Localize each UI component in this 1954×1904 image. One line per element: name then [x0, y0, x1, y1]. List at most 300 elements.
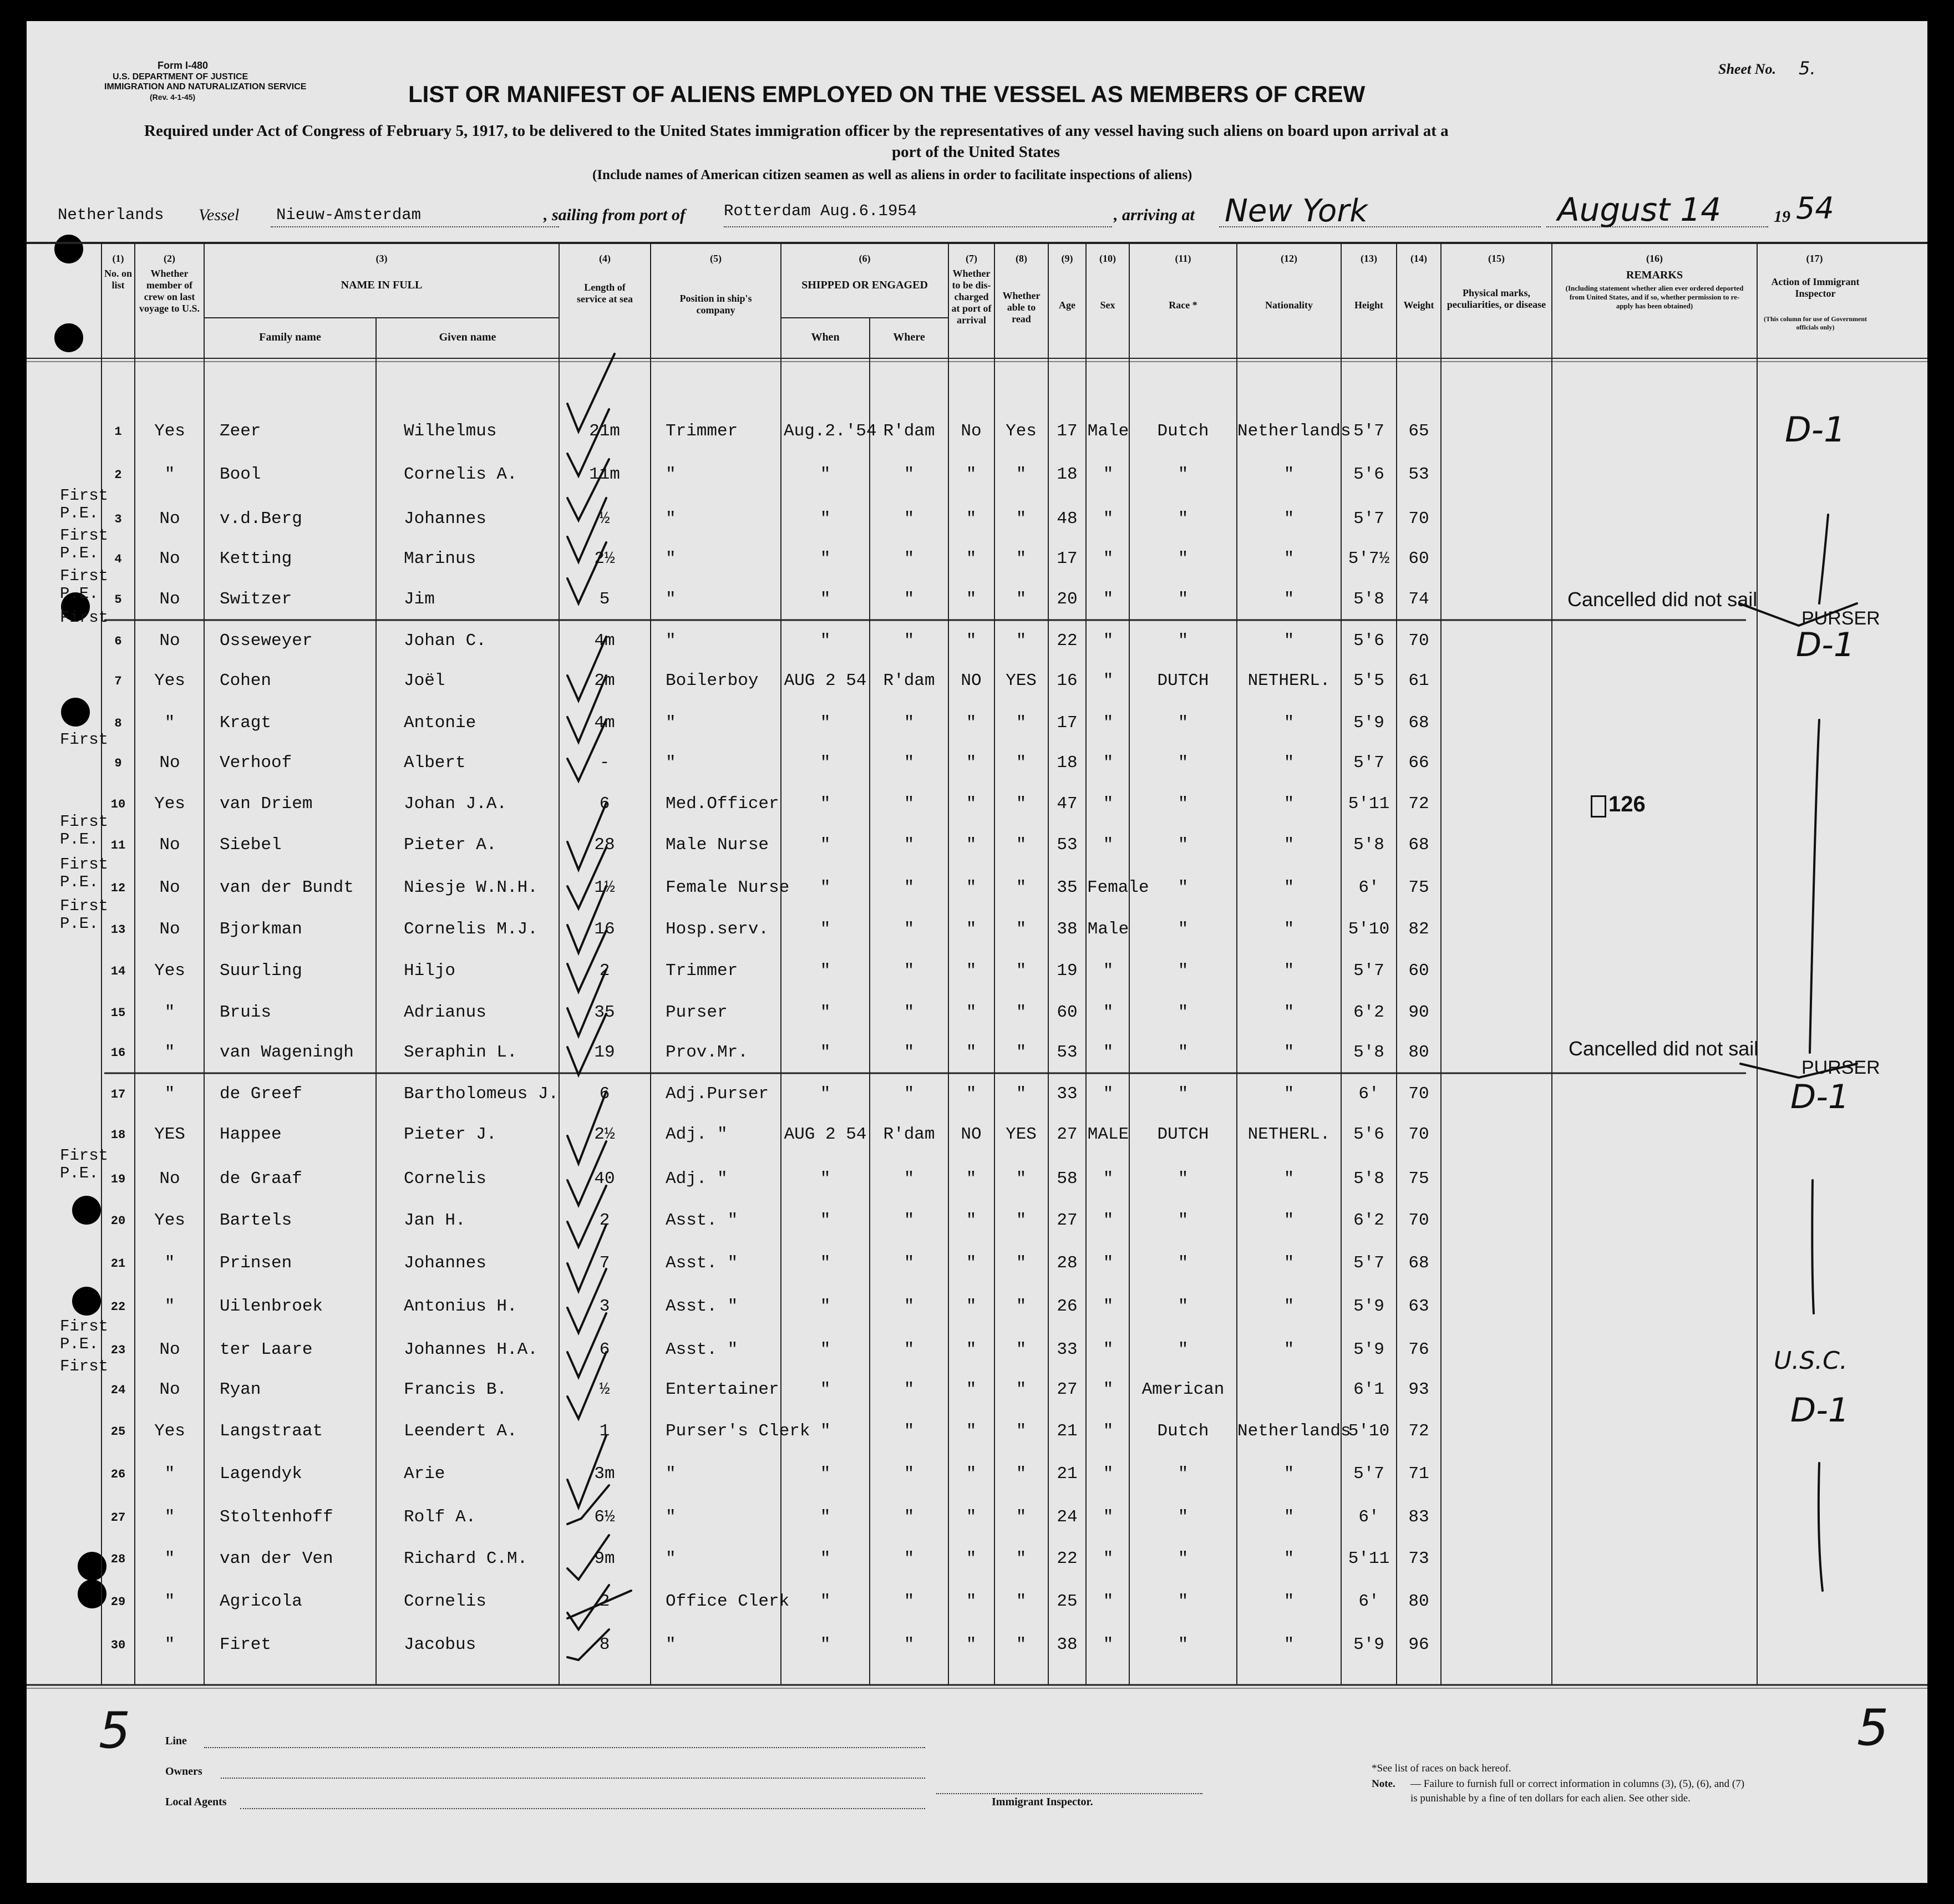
cell-able-to-read: " [1016, 1084, 1027, 1104]
stamp-number: 126 [1608, 792, 1646, 816]
cell-given-name: Rolf A. [404, 1507, 476, 1527]
cell-discharged: " [966, 1084, 977, 1104]
cell-discharged: " [966, 590, 977, 609]
cell-nationality: " [1283, 1635, 1295, 1654]
cell-age: 33 [1057, 1340, 1078, 1359]
cell-service-length: - [599, 753, 610, 773]
cell-nationality: " [1283, 1211, 1295, 1230]
cell-shipped-when: " [820, 1253, 831, 1273]
cell-previous-voyage: " [164, 1297, 175, 1316]
cell-age: 27 [1057, 1211, 1078, 1230]
margin-note: First P.E. [60, 813, 109, 849]
cell-position: " [666, 631, 676, 651]
arrival-date: August 14 [1557, 191, 1722, 229]
cell-sex: Female [1087, 878, 1149, 897]
cell-age: 20 [1057, 590, 1078, 609]
cell-shipped-when: " [820, 1592, 831, 1611]
cell-given-name: Richard C.M. [404, 1549, 528, 1568]
cell-previous-voyage: Yes [154, 961, 185, 981]
margin-note: First P.E. [60, 486, 109, 522]
cell-weight: 90 [1408, 1003, 1429, 1022]
cell-service-length: 16 [594, 920, 615, 939]
cell-height: 5'5 [1353, 671, 1384, 690]
cell-height: 5'7 [1353, 1253, 1384, 1273]
cell-sex: " [1103, 1507, 1114, 1527]
cell-family-name: van Driem [220, 794, 313, 814]
cell-family-name: Bjorkman [220, 920, 302, 939]
cell-race: " [1178, 1211, 1189, 1230]
cell-race: " [1178, 631, 1189, 651]
cell-service-length: 2m [594, 671, 615, 690]
cell-nationality: " [1283, 509, 1295, 529]
cell-nationality: " [1283, 1507, 1295, 1527]
form-revision: (Rev. 4-1-45) [150, 93, 196, 101]
cell-age: 17 [1057, 713, 1078, 733]
row-number: 29 [110, 1595, 126, 1609]
manifest-sheet [27, 21, 1927, 1883]
cell-weight: 68 [1408, 713, 1429, 733]
cell-position: Med.Officer [666, 794, 779, 814]
col11-header: Race * [1169, 299, 1197, 311]
cell-height: 5'9 [1353, 1635, 1384, 1654]
cell-shipped-where: " [904, 794, 915, 814]
cell-race: " [1178, 1297, 1189, 1316]
cell-weight: 75 [1408, 1169, 1429, 1189]
cell-given-name: Leendert A. [404, 1421, 517, 1441]
col9-header: Age [1059, 299, 1075, 311]
col3-header: NAME IN FULL [341, 279, 423, 291]
row-number: 9 [114, 756, 122, 770]
cell-height: 5'11 [1348, 1549, 1390, 1568]
cell-position: Entertainer [666, 1380, 779, 1399]
cell-discharged: " [966, 1421, 977, 1441]
cell-able-to-read: " [1016, 1507, 1027, 1527]
cell-weight: 70 [1408, 1211, 1429, 1230]
cell-shipped-where: " [904, 1464, 915, 1484]
row-number: 12 [110, 881, 126, 895]
cell-race: " [1178, 794, 1189, 814]
cell-nationality: " [1283, 631, 1295, 651]
cell-given-name: Marinus [404, 549, 476, 568]
cell-position: Asst. " [666, 1253, 738, 1273]
cell-shipped-where: " [904, 1169, 915, 1189]
cell-discharged: " [966, 1340, 977, 1359]
col16-header: (Including statement whether alien ever ordered deported from United States, and if so, whether permission to re-apply has been obtained) [1565, 284, 1744, 310]
cell-previous-voyage: No [159, 509, 180, 529]
cell-age: 35 [1057, 878, 1078, 897]
cell-height: 5'9 [1353, 713, 1384, 733]
cell-shipped-where: " [904, 1507, 915, 1527]
cell-given-name: Arie [404, 1464, 445, 1484]
cell-discharged: " [966, 549, 977, 568]
inspector-signature-rule [936, 1793, 1202, 1794]
cell-shipped-when: AUG 2 54 [784, 671, 867, 690]
col14-number: (14) [1410, 253, 1427, 264]
cell-service-length: 40 [594, 1169, 615, 1189]
footer-line-rule [204, 1747, 925, 1748]
cell-given-name: Antonius H. [404, 1297, 517, 1316]
cell-previous-voyage: " [164, 1043, 175, 1062]
cell-position: Male Nurse [666, 835, 769, 855]
cell-nationality: " [1283, 549, 1295, 568]
cell-weight: 70 [1408, 509, 1429, 529]
cell-able-to-read: " [1016, 835, 1027, 855]
cell-family-name: ter Laare [220, 1340, 313, 1359]
arriving-label: , arriving at [1114, 206, 1195, 224]
cell-age: 21 [1057, 1464, 1078, 1484]
cell-nationality: " [1283, 794, 1295, 814]
col15-number: (15) [1488, 253, 1505, 264]
cell-sex: " [1103, 1380, 1114, 1399]
cell-height: 5'9 [1353, 1340, 1384, 1359]
col7-header: Whether to be dis-charged at port of arrival [951, 268, 992, 326]
cell-shipped-when: " [820, 713, 831, 733]
cell-sex: " [1103, 1253, 1114, 1273]
cell-height: 5'8 [1353, 1043, 1384, 1062]
col1-number: (1) [112, 253, 124, 264]
cell-shipped-where: " [904, 1380, 915, 1399]
cell-shipped-where: " [904, 1340, 915, 1359]
row-number: 6 [114, 634, 122, 648]
inspector-action: D-1 [1785, 409, 1846, 450]
cell-race: " [1178, 1253, 1189, 1273]
cell-discharged: NO [961, 1125, 982, 1144]
cell-previous-voyage: No [159, 1340, 180, 1359]
cell-height: 5'7 [1353, 961, 1384, 981]
cell-race: " [1178, 920, 1189, 939]
cell-discharged: " [966, 509, 977, 529]
cell-service-length: 9m [594, 1549, 615, 1568]
col3a-header: Family name [259, 331, 321, 343]
cell-nationality: " [1283, 590, 1295, 609]
cell-height: 6' [1358, 1592, 1379, 1611]
col13-header: Height [1354, 299, 1383, 311]
page-number-right: 5 [1857, 1699, 1889, 1757]
row-number: 1 [114, 425, 122, 439]
row-number: 17 [110, 1088, 126, 1101]
cell-discharged: " [966, 753, 977, 773]
cell-able-to-read: " [1016, 753, 1027, 773]
cell-height: 6' [1358, 1507, 1379, 1527]
cell-shipped-when: " [820, 1507, 831, 1527]
cell-age: 26 [1057, 1297, 1078, 1316]
cell-previous-voyage: Yes [154, 1211, 185, 1230]
cell-sex: " [1103, 713, 1114, 733]
cell-age: 33 [1057, 1084, 1078, 1104]
cell-height: 5'11 [1348, 794, 1390, 814]
cell-given-name: Hiljo [404, 961, 456, 981]
cell-shipped-when: AUG 2 54 [784, 1125, 867, 1144]
cell-given-name: Cornelis M.J. [404, 920, 538, 939]
cell-able-to-read: " [1016, 878, 1027, 897]
cell-weight: 80 [1408, 1592, 1429, 1611]
cell-weight: 72 [1408, 794, 1429, 814]
cell-height: 5'6 [1353, 465, 1384, 484]
cell-shipped-when: " [820, 1549, 831, 1568]
cell-sex: " [1103, 1421, 1114, 1441]
cell-height: 6'1 [1353, 1380, 1384, 1399]
cell-age: 19 [1057, 961, 1078, 981]
cell-nationality: " [1283, 753, 1295, 773]
cell-weight: 82 [1408, 920, 1429, 939]
cell-shipped-when: " [820, 794, 831, 814]
cell-race: " [1178, 1003, 1189, 1022]
cell-weight: 65 [1408, 422, 1429, 441]
cell-service-length: 5 [599, 590, 610, 609]
cell-family-name: Siebel [220, 835, 282, 855]
cell-shipped-where: " [904, 1592, 915, 1611]
cell-race: " [1178, 1549, 1189, 1568]
cell-previous-voyage: " [164, 713, 175, 733]
cell-able-to-read: " [1016, 794, 1027, 814]
row-number: 22 [110, 1300, 126, 1314]
cell-service-length: 7 [599, 1253, 610, 1273]
col12-number: (12) [1281, 253, 1297, 264]
cell-race: " [1178, 1084, 1189, 1104]
footer-note-text: is punishable by a fine of ten dollars for each alien. See other side. [1410, 1793, 1691, 1804]
cell-previous-voyage: Yes [154, 671, 185, 690]
footer-note-text: — Failure to furnish full or correct information in columns (3), (5), (6), and (7) [1410, 1778, 1745, 1790]
cell-previous-voyage: No [159, 920, 180, 939]
cell-shipped-when: " [820, 1297, 831, 1316]
cell-age: 58 [1057, 1169, 1078, 1189]
cell-age: 25 [1057, 1592, 1078, 1611]
cell-previous-voyage: " [164, 1084, 175, 1104]
cell-position: " [666, 465, 676, 484]
cell-age: 38 [1057, 1635, 1078, 1654]
cell-age: 22 [1057, 631, 1078, 651]
cell-service-length: 6½ [594, 1507, 615, 1527]
cell-height: 5'7 [1353, 1464, 1384, 1484]
cell-service-length: 2½ [594, 549, 615, 568]
cell-age: 17 [1057, 422, 1078, 441]
cell-weight: 93 [1408, 1380, 1429, 1399]
cell-shipped-where: " [904, 1084, 915, 1104]
cell-previous-voyage: No [159, 1169, 180, 1189]
cell-given-name: Cornelis [404, 1169, 486, 1189]
row-number: 15 [110, 1006, 126, 1020]
cell-able-to-read: " [1016, 961, 1027, 981]
cell-discharged: " [966, 961, 977, 981]
cell-family-name: Ketting [220, 549, 292, 568]
footer-owners-label: Owners [165, 1765, 202, 1778]
cancelled-note: Cancelled did not sail [1567, 588, 1758, 611]
cell-service-length: 11m [589, 465, 620, 484]
row-number: 28 [110, 1552, 126, 1566]
cell-position: Asst. " [666, 1297, 738, 1316]
cell-sex: " [1103, 961, 1114, 981]
row-number: 4 [114, 552, 122, 566]
page-number-left: 5 [99, 1702, 131, 1760]
cell-age: 17 [1057, 549, 1078, 568]
col4-header: Length of service at sea [577, 282, 633, 304]
cell-service-length: 4m [594, 713, 615, 733]
cell-service-length: 28 [594, 835, 615, 855]
cell-previous-voyage: No [159, 878, 180, 897]
footer-line-label: Line [165, 1735, 187, 1747]
col1-header: No. on list [104, 268, 133, 291]
cell-given-name: Johannes [404, 1253, 486, 1273]
cell-age: 27 [1057, 1380, 1078, 1399]
cell-service-length: 4m [594, 631, 615, 651]
col5-number: (5) [710, 253, 722, 264]
cell-able-to-read: " [1016, 1549, 1027, 1568]
margin-note: First P.E. [60, 1317, 109, 1353]
cell-previous-voyage: No [159, 631, 180, 651]
cell-race: DUTCH [1157, 1125, 1209, 1144]
page-subtitle: Required under Act of Congress of February 5, 1917, to be delivered to the United States immigration officer by the representatives of any vessel having such aliens on board upon arrival at a [144, 122, 1449, 140]
cell-sex: " [1103, 1549, 1114, 1568]
page-subtitle-note: (Include names of American citizen seamen as well as aliens in order to facilitate inspections of aliens) [592, 167, 1192, 182]
cell-age: 47 [1057, 794, 1078, 814]
col15-header: Physical marks, peculiarities, or disease [1447, 287, 1546, 310]
cell-given-name: Cornelis [404, 1592, 486, 1611]
cell-previous-voyage: No [159, 590, 180, 609]
cell-service-length: 19 [594, 1043, 615, 1062]
cell-weight: 83 [1408, 1507, 1429, 1527]
cell-weight: 72 [1408, 1421, 1429, 1441]
cell-position: Purser [666, 1003, 728, 1022]
cell-given-name: Seraphin L. [404, 1043, 517, 1062]
cell-race: " [1178, 961, 1189, 981]
cell-nationality: " [1283, 1340, 1295, 1359]
cell-nationality: " [1283, 835, 1295, 855]
cell-height: 6' [1358, 878, 1379, 897]
cell-race: " [1178, 1169, 1189, 1189]
cell-given-name: Jim [404, 590, 435, 609]
cell-sex: " [1103, 549, 1114, 568]
cell-shipped-where: " [904, 1211, 915, 1230]
cell-weight: 74 [1408, 590, 1429, 609]
cell-family-name: Zeer [220, 422, 261, 441]
cell-shipped-when: " [820, 1380, 831, 1399]
cell-family-name: v.d.Berg [220, 509, 302, 529]
cell-service-length: 2½ [594, 1125, 615, 1144]
cell-weight: 70 [1408, 1125, 1429, 1144]
row-number: 23 [110, 1343, 126, 1357]
cell-discharged: " [966, 631, 977, 651]
cell-height: 5'7 [1353, 422, 1384, 441]
cell-shipped-where: " [904, 465, 915, 484]
cell-service-length: 35 [594, 1003, 615, 1022]
cell-given-name: Pieter A. [404, 835, 497, 855]
cell-shipped-where: " [904, 1253, 915, 1273]
col17-header: Action of Immigrant Inspector [1771, 276, 1860, 299]
row-number: 24 [110, 1383, 126, 1397]
cell-nationality: NETHERL. [1247, 1125, 1331, 1144]
cell-position: " [666, 1635, 676, 1654]
cell-shipped-where: " [904, 1297, 915, 1316]
cell-position: Trimmer [666, 961, 738, 981]
cell-weight: 71 [1408, 1464, 1429, 1484]
cell-position: Hosp.serv. [666, 920, 769, 939]
cell-family-name: Uilenbroek [220, 1297, 323, 1316]
row-number: 16 [110, 1046, 126, 1060]
cell-race: DUTCH [1157, 671, 1209, 690]
cancelled-note: Cancelled did not sail [1569, 1037, 1759, 1060]
cell-nationality: " [1283, 713, 1295, 733]
cell-shipped-where: " [904, 920, 915, 939]
sailing-port-date: Rotterdam Aug.6.1954 [724, 202, 917, 220]
cell-shipped-when: " [820, 1635, 831, 1654]
cell-race: " [1178, 590, 1189, 609]
cell-weight: 60 [1408, 961, 1429, 981]
cell-able-to-read: " [1016, 1592, 1027, 1611]
cell-nationality: " [1283, 1003, 1295, 1022]
cell-discharged: NO [961, 671, 982, 690]
cell-given-name: Francis B. [404, 1380, 507, 1399]
cell-height: 5'10 [1348, 920, 1390, 939]
cell-family-name: Switzer [220, 590, 292, 609]
cell-given-name: Niesje W.N.H. [404, 878, 538, 897]
col17-number: (17) [1806, 253, 1823, 264]
cell-able-to-read: " [1016, 1635, 1027, 1654]
cell-able-to-read: " [1016, 713, 1027, 733]
cell-shipped-where: " [904, 878, 915, 897]
cell-sex: " [1103, 509, 1114, 529]
cell-nationality: Netherlands [1237, 1421, 1351, 1441]
cell-shipped-when: " [820, 1211, 831, 1230]
cell-race: " [1178, 1340, 1189, 1359]
cell-height: 5'6 [1353, 1125, 1384, 1144]
cell-nationality: NETHERL. [1247, 671, 1331, 690]
cell-position: Boilerboy [666, 671, 759, 690]
cell-race: " [1178, 549, 1189, 568]
cell-family-name: van Wageningh [220, 1043, 354, 1062]
cell-discharged: " [966, 878, 977, 897]
margin-note: First [60, 1357, 109, 1375]
cell-shipped-where: " [904, 1549, 915, 1568]
cell-nationality: " [1283, 1253, 1295, 1273]
cell-previous-voyage: " [164, 1464, 175, 1484]
cell-shipped-where: " [904, 1635, 915, 1654]
cell-given-name: Albert [404, 753, 466, 773]
cell-shipped-when: " [820, 878, 831, 897]
cell-family-name: Stoltenhoff [220, 1507, 333, 1527]
cell-sex: " [1103, 671, 1114, 690]
col6b-header: Where [893, 331, 925, 343]
cell-discharged: " [966, 835, 977, 855]
cell-nationality: " [1283, 920, 1295, 939]
cell-age: 38 [1057, 920, 1078, 939]
cell-service-length: 2 [599, 1592, 610, 1611]
cell-weight: 61 [1408, 671, 1429, 690]
row-number: 27 [110, 1511, 126, 1525]
cell-nationality: " [1283, 1043, 1295, 1062]
cell-height: 6'2 [1353, 1211, 1384, 1230]
cell-height: 5'8 [1353, 590, 1384, 609]
col3b-header: Given name [439, 331, 496, 343]
cell-given-name: Johannes [404, 509, 486, 529]
cell-shipped-when: " [820, 465, 831, 484]
cell-race: " [1178, 509, 1189, 529]
cell-discharged: " [966, 1169, 977, 1189]
cell-shipped-when: " [820, 1340, 831, 1359]
col5-header: Position in ship's company [679, 293, 752, 316]
cell-given-name: Johan C. [404, 631, 486, 651]
col6-header: SHIPPED OR ENGAGED [801, 279, 928, 291]
cell-family-name: Osseweyer [220, 631, 313, 651]
cell-height: 6' [1358, 1084, 1379, 1104]
purser-stamp: PURSER [1801, 1057, 1880, 1078]
cell-family-name: Cohen [220, 671, 272, 690]
cell-age: 18 [1057, 465, 1078, 484]
cell-height: 5'7 [1353, 753, 1384, 773]
purser-stamp: PURSER [1801, 608, 1880, 629]
cell-shipped-where: " [904, 549, 915, 568]
footer-agents-rule [240, 1808, 925, 1809]
cell-given-name: Bartholomeus J. [404, 1084, 559, 1104]
